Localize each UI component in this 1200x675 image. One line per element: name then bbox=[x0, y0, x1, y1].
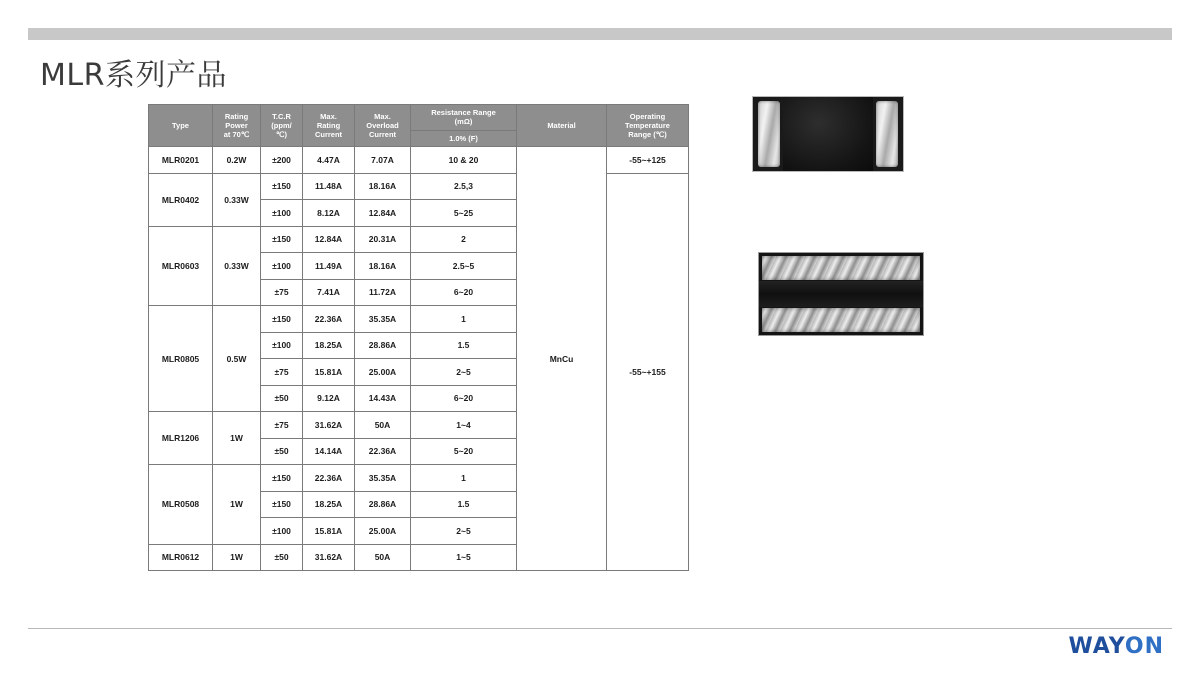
rating-power-line2: Power bbox=[225, 120, 248, 130]
page-title: MLR系列产品 bbox=[40, 58, 227, 93]
cell-resistance-range: 6~20 bbox=[411, 279, 517, 306]
cell-rating-power: 0.33W bbox=[213, 173, 261, 226]
column-header-operating-temperature bbox=[607, 105, 689, 147]
cell-max-rating-current: 8.12A bbox=[303, 200, 355, 227]
cell-resistance-range: 1.5 bbox=[411, 491, 517, 518]
cell-tcr: ±100 bbox=[261, 253, 303, 280]
cell-max-rating-current: 15.81A bbox=[303, 359, 355, 386]
cell-resistance-range: 2 bbox=[411, 226, 517, 253]
table-row bbox=[149, 147, 689, 174]
max-overload-line2: Overload bbox=[366, 120, 399, 130]
cell-max-overload-current: 28.86A bbox=[355, 332, 411, 359]
column-header-type: Type bbox=[149, 105, 213, 147]
cell-type: MLR0603 bbox=[149, 226, 213, 306]
cell-max-rating-current: 22.36A bbox=[303, 465, 355, 492]
cell-type: MLR0612 bbox=[149, 544, 213, 571]
logo-accent: ON bbox=[1124, 634, 1164, 659]
cell-max-overload-current: 12.84A bbox=[355, 200, 411, 227]
cell-max-overload-current: 7.07A bbox=[355, 147, 411, 174]
cell-max-overload-current: 14.43A bbox=[355, 385, 411, 412]
cell-resistance-range: 6~20 bbox=[411, 385, 517, 412]
column-header-max-rating-current bbox=[303, 105, 355, 147]
cell-resistance-range: 5~20 bbox=[411, 438, 517, 465]
column-header-resistance-range bbox=[411, 105, 517, 131]
resistor-body-side bbox=[759, 281, 923, 307]
resistance-line1: Resistance Range bbox=[431, 108, 496, 117]
cell-rating-power: 0.2W bbox=[213, 147, 261, 174]
cell-max-rating-current: 31.62A bbox=[303, 544, 355, 571]
cell-type: MLR0805 bbox=[149, 306, 213, 412]
product-photo-top-view bbox=[752, 96, 904, 172]
cell-max-rating-current: 9.12A bbox=[303, 385, 355, 412]
tcr-line1: T.C.R bbox=[272, 111, 291, 121]
terminal-left bbox=[758, 101, 780, 167]
cell-type: MLR0201 bbox=[149, 147, 213, 174]
cell-tcr: ±50 bbox=[261, 385, 303, 412]
footer-divider bbox=[28, 628, 1172, 629]
tcr-line2: (ppm/ bbox=[271, 120, 292, 130]
cell-type: MLR0508 bbox=[149, 465, 213, 545]
specification-table-container bbox=[148, 104, 689, 571]
decorative-top-bar bbox=[28, 28, 1172, 40]
cell-resistance-range: 2.5~5 bbox=[411, 253, 517, 280]
cell-tcr: ±75 bbox=[261, 412, 303, 439]
column-header-material: Material bbox=[517, 105, 607, 147]
tcr-line3: ℃) bbox=[276, 130, 287, 140]
cell-max-rating-current: 4.47A bbox=[303, 147, 355, 174]
table-header bbox=[149, 105, 689, 147]
cell-resistance-range: 1~4 bbox=[411, 412, 517, 439]
temp-line2: Temperature bbox=[625, 120, 670, 130]
cell-rating-power: 1W bbox=[213, 465, 261, 545]
cell-tcr: ±100 bbox=[261, 200, 303, 227]
cell-resistance-range: 1 bbox=[411, 306, 517, 333]
cell-max-overload-current: 35.35A bbox=[355, 306, 411, 333]
rating-power-line3: at 70℃ bbox=[223, 130, 250, 140]
cell-max-overload-current: 20.31A bbox=[355, 226, 411, 253]
cell-resistance-range: 1~5 bbox=[411, 544, 517, 571]
cell-tcr: ±150 bbox=[261, 226, 303, 253]
cell-max-overload-current: 50A bbox=[355, 544, 411, 571]
cell-max-rating-current: 18.25A bbox=[303, 332, 355, 359]
cell-rating-power: 1W bbox=[213, 412, 261, 465]
cell-max-overload-current: 25.00A bbox=[355, 359, 411, 386]
cell-tcr: ±50 bbox=[261, 438, 303, 465]
rating-power-line1: Rating bbox=[224, 111, 249, 121]
cell-max-rating-current: 11.48A bbox=[303, 173, 355, 200]
terminal-top-strip bbox=[762, 256, 920, 280]
cell-tcr: ±150 bbox=[261, 306, 303, 333]
cell-tcr: ±150 bbox=[261, 465, 303, 492]
cell-tcr: ±75 bbox=[261, 359, 303, 386]
cell-material: MnCu bbox=[517, 147, 607, 571]
cell-operating-temperature: -55~+155 bbox=[607, 173, 689, 571]
cell-tcr: ±150 bbox=[261, 173, 303, 200]
cell-tcr: ±50 bbox=[261, 544, 303, 571]
cell-resistance-range: 2~5 bbox=[411, 518, 517, 545]
cell-rating-power: 0.33W bbox=[213, 226, 261, 306]
cell-max-rating-current: 7.41A bbox=[303, 279, 355, 306]
cell-max-overload-current: 18.16A bbox=[355, 253, 411, 280]
column-header-resistance-tolerance: 1.0% (F) bbox=[411, 130, 517, 146]
resistance-line2: (mΩ) bbox=[454, 117, 473, 127]
cell-operating-temperature: -55~+125 bbox=[607, 147, 689, 174]
cell-max-rating-current: 12.84A bbox=[303, 226, 355, 253]
max-rating-line2: Rating bbox=[316, 120, 341, 130]
cell-max-overload-current: 28.86A bbox=[355, 491, 411, 518]
column-header-rating-power bbox=[213, 105, 261, 147]
cell-max-overload-current: 25.00A bbox=[355, 518, 411, 545]
cell-resistance-range: 2~5 bbox=[411, 359, 517, 386]
cell-rating-power: 0.5W bbox=[213, 306, 261, 412]
temp-line1: Operating bbox=[629, 111, 666, 121]
cell-resistance-range: 2.5,3 bbox=[411, 173, 517, 200]
cell-max-rating-current: 22.36A bbox=[303, 306, 355, 333]
max-rating-line3: Current bbox=[314, 130, 343, 140]
max-overload-line1: Max. bbox=[374, 111, 391, 121]
cell-max-rating-current: 14.14A bbox=[303, 438, 355, 465]
table-row bbox=[149, 173, 689, 200]
cell-resistance-range: 1 bbox=[411, 465, 517, 492]
cell-max-rating-current: 11.49A bbox=[303, 253, 355, 280]
terminal-bottom-strip bbox=[762, 308, 920, 332]
cell-resistance-range: 10 & 20 bbox=[411, 147, 517, 174]
logo-main: WAY bbox=[1068, 634, 1125, 659]
product-photo-side-view bbox=[758, 252, 924, 336]
company-logo bbox=[1069, 634, 1164, 659]
cell-max-overload-current: 35.35A bbox=[355, 465, 411, 492]
cell-tcr: ±150 bbox=[261, 491, 303, 518]
temp-line3: Range (℃) bbox=[628, 130, 667, 140]
cell-type: MLR1206 bbox=[149, 412, 213, 465]
cell-tcr: ±100 bbox=[261, 518, 303, 545]
cell-max-rating-current: 18.25A bbox=[303, 491, 355, 518]
cell-resistance-range: 1.5 bbox=[411, 332, 517, 359]
table-body bbox=[149, 147, 689, 571]
cell-max-overload-current: 22.36A bbox=[355, 438, 411, 465]
cell-max-rating-current: 15.81A bbox=[303, 518, 355, 545]
cell-max-overload-current: 50A bbox=[355, 412, 411, 439]
cell-max-overload-current: 18.16A bbox=[355, 173, 411, 200]
cell-tcr: ±200 bbox=[261, 147, 303, 174]
cell-tcr: ±100 bbox=[261, 332, 303, 359]
cell-rating-power: 1W bbox=[213, 544, 261, 571]
max-overload-line3: Current bbox=[368, 130, 397, 140]
resistor-body bbox=[783, 97, 873, 171]
cell-max-overload-current: 11.72A bbox=[355, 279, 411, 306]
max-rating-line1: Max. bbox=[320, 111, 337, 121]
column-header-tcr bbox=[261, 105, 303, 147]
cell-max-rating-current: 31.62A bbox=[303, 412, 355, 439]
cell-type: MLR0402 bbox=[149, 173, 213, 226]
terminal-right bbox=[876, 101, 898, 167]
cell-resistance-range: 5~25 bbox=[411, 200, 517, 227]
column-header-max-overload-current bbox=[355, 105, 411, 147]
cell-tcr: ±75 bbox=[261, 279, 303, 306]
specification-table bbox=[148, 104, 689, 571]
